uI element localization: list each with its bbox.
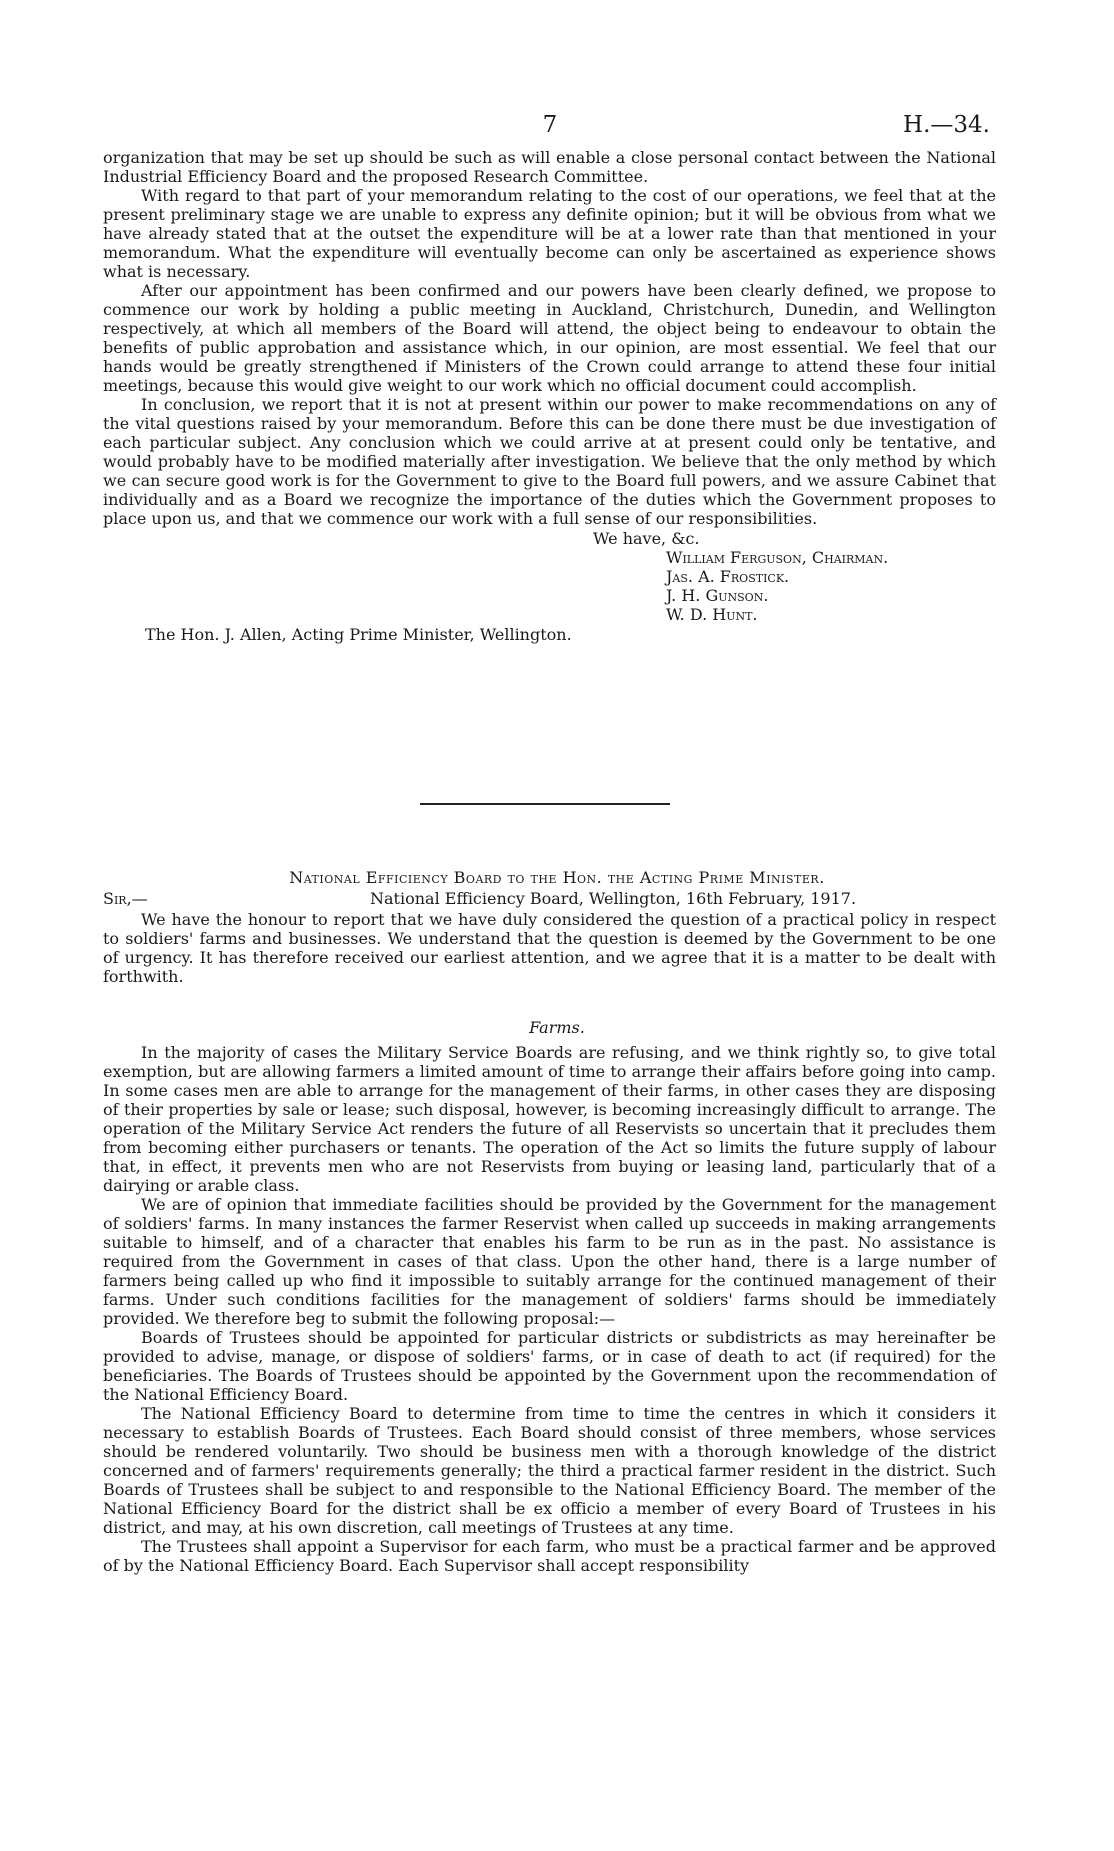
report-continuation [103, 148, 996, 528]
paragraph: Boards of Trustees should be appointed for particular districts or subdistricts as may hereinafter be provided to advise, manage, or dispose of soldiers' farms, or in case of death to act (if required) for the beneficiaries. The Boards of Trustees should be appointed by the Government upon the recommendation of the National Efficiency Board. [103, 1328, 996, 1404]
signatory: J. H. Gunson. [666, 586, 769, 605]
paragraph: The Trustees shall appoint a Supervisor for each farm, who must be a practical farmer and be approved of by the National Efficiency Board. Each Supervisor shall accept responsibility [103, 1537, 996, 1575]
letter-title: National Efficiency Board to the Hon. the Acting Prime Minister. [289, 868, 825, 887]
addressee: The Hon. J. Allen, Acting Prime Minister, Wellington. [145, 625, 572, 644]
page-number: 7 [542, 112, 558, 138]
subheading: Farms. [529, 1018, 585, 1037]
salutation: Sir,— [103, 889, 148, 908]
paragraph: The National Efficiency Board to determine from time to time the centres in which it considers it necessary to establish Boards of Trustees. Each Board should consist of three members, whose services should be rendered voluntarily. Two should be business men with a thorough knowledge of the district concerned and of farmers' requirements generally; the third a practical farmer resident in the district. Such Boards of Trustees shall be subject to and responsible to the National Efficiency Board. The member of the National Efficiency Board for the district shall be ex officio a member of every Board of Trustees in his district, and may, at his own discretion, call meetings of Trustees at any time. [103, 1404, 996, 1537]
dateline: National Efficiency Board, Wellington, 16th February, 1917. [370, 889, 857, 908]
section-divider [420, 803, 670, 805]
paragraph: We are of opinion that immediate facilities should be provided by the Government for the management of soldiers' farms. In many instances the farmer Reservist when called up succeeds in making arrangements suitable to himself, and of a character that enables his farm to be run as in the past. No assistance is required from the Government in cases of that class. Upon the other hand, there is a large number of farmers being called up who find it impossible to suitably arrange for the continued management of their farms. Under such conditions facilities for the management of soldiers' farms should be immediately provided. We therefore beg to submit the following proposal:— [103, 1195, 996, 1328]
signatory: W. D. Hunt. [666, 605, 758, 624]
paragraph: With regard to that part of your memorandum relating to the cost of our operations, we feel that at the present preliminary stage we are unable to express any definite opinion; but it will be obvious from what we have already stated that at the outset the expenditure will be at a lower rate than that mentioned in your memorandum. What the expenditure will eventually become can only be ascertained as experience shows what is necessary. [103, 186, 996, 281]
paragraph: We have the honour to report that we have duly considered the question of a practical policy in respect to soldiers' farms and businesses. We understand that the question is deemed by the Government to be one of urgency. It has therefore received our earliest attention, and we agree that it is a matter to be dealt with forthwith. [103, 910, 996, 986]
page-header [100, 112, 1000, 142]
letter-intro [103, 910, 996, 986]
farms-section [103, 1043, 996, 1575]
signatory: William Ferguson, Chairman. [666, 548, 889, 567]
closing-phrase: We have, &c. [593, 529, 700, 548]
paper-reference: H.—34. [903, 112, 990, 138]
signatory: Jas. A. Frostick. [666, 567, 790, 586]
paragraph: In the majority of cases the Military Service Boards are refusing, and we think rightly so, to give total exemption, but are allowing farmers a limited amount of time to arrange their affairs before going into camp. In some cases men are able to arrange for the management of their farms, in other cases they are disposing of their properties by sale or lease; such disposal, however, is becoming increasingly difficult to arrange. The operation of the Military Service Act renders the future of all Reservists so uncertain that it precludes them from becoming either purchasers or tenants. The operation of the Act so limits the future supply of labour that, in effect, it prevents men who are not Reservists from buying or leasing land, particularly that of a dairying or arable class. [103, 1043, 996, 1195]
paragraph: After our appointment has been confirmed and our powers have been clearly defined, we propose to commence our work by holding a public meeting in Auckland, Christchurch, Dunedin, and Wellington respectively, at which all members of the Board will attend, the object being to endeavour to obtain the benefits of public approbation and assistance which, in our opinion, are most essential. We feel that our hands would be greatly strengthened if Ministers of the Crown could arrange to attend these four initial meetings, because this would give weight to our work which no official document could accomplish. [103, 281, 996, 395]
paragraph: organization that may be set up should be such as will enable a close personal contact between the National Industrial Efficiency Board and the proposed Research Committee. [103, 148, 996, 186]
paragraph: In conclusion, we report that it is not at present within our power to make recommendations on any of the vital questions raised by your memorandum. Before this can be done there must be due investigation of each particular subject. Any conclusion which we could arrive at at present could only be tentative, and would probably have to be modified materially after investigation. We believe that the only method by which we can secure good work is for the Government to give to the Board full powers, and we assure Cabinet that individually and as a Board we recognize the importance of the duties which the Government proposes to place upon us, and that we commence our work with a full sense of our responsibilities. [103, 395, 996, 528]
